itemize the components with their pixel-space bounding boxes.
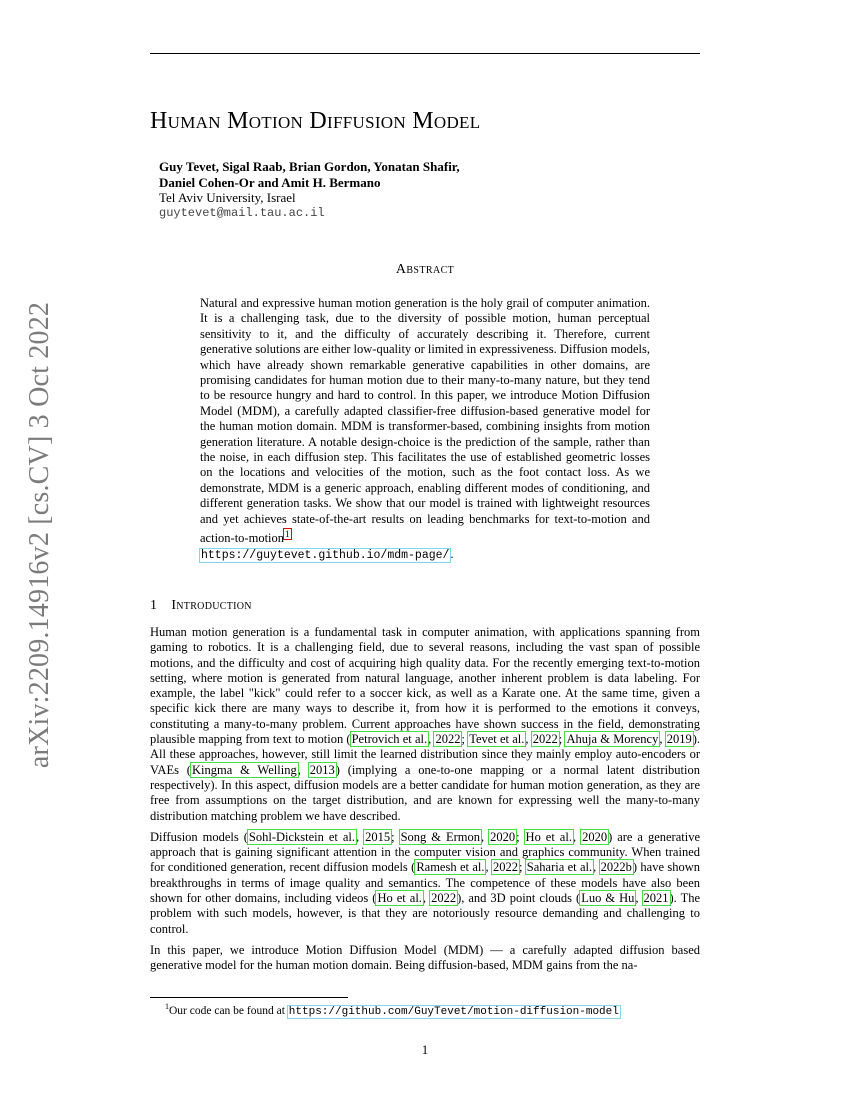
paragraph-text: ). The problem with such models, however, is that they are notoriously resource demanding and challenging to control. [150, 891, 701, 936]
citation-year-link[interactable]: 2020 [490, 829, 516, 844]
project-url-link[interactable]: https://guytevet.github.io/mdm-page/ [201, 548, 450, 562]
citation-link[interactable]: Kingma & Welling [191, 762, 297, 777]
footnote-mark: 1 [165, 1002, 169, 1011]
author-block [159, 159, 460, 221]
paragraph-text: ) have shown breakthroughs in terms of image quality and semantics. The competence of these models have also been shown for other domains, including videos ( [150, 860, 700, 906]
citation-year-link[interactable]: 2019 [666, 732, 692, 747]
paragraph-3: In this paper, we introduce Motion Diffusion Model (MDM) — a carefully adapted diffusion based generative model for the human motion domain. Being diffusion-based, MDM gains from the na- [150, 942, 700, 973]
citation-year-link[interactable]: 2021 [643, 891, 669, 906]
author-line-2: Daniel Cohen-Or and Amit H. Bermano [159, 174, 381, 190]
citation-link[interactable]: Sohl-Dickstein et al. [248, 829, 356, 844]
citation-year-link[interactable]: 2022 [431, 891, 457, 906]
author-line-1: Guy Tevet, Sigal Raab, Brian Gordon, Yonatan Shafir, [159, 159, 460, 174]
paragraph-text: Human motion generation is a fundamental task in computer animation, with applications spanning from gaming to robotics. It is a challenging field, due to several reasons, including the vast span of possible motions, and the difficulty and cost of acquiring high quality data. For the recently emerging text-to-motion setting, where motion is generated from natural language, another inherent problem is data labeling. For example, the label "kick" could refer to a soccer kick, as well as a Karate one. At the same time, given a specific kick there are many ways to describe it, from how it is performed to the emotions it conveys, constituting a many-to-many problem. Current approaches have shown success in the field, demonstrating plausible mapping from text to motion ( [150, 625, 700, 747]
citation-link[interactable]: Tevet et al. [469, 732, 525, 747]
arxiv-stamp-text: arXiv:2209.14916v2 [cs.CV] 3 Oct 2022 [24, 301, 56, 769]
citation-link[interactable]: Luo & Hu [581, 891, 635, 906]
citation-year-link[interactable]: 2022 [492, 860, 518, 875]
section-title: Introduction [171, 598, 252, 613]
paragraph-2: Diffusion models (Sohl-Dickstein et al., 2015; Song & Ermon, 2020; Ho et al., 2020) are a generative approach that is gaining significant attention in the computer vision and graphics community. When trained for conditioned generation, recent diffusion models (Ramesh et al., 2022; Saharia et al., 2022b) have shown breakthroughs in terms of image quality and semantics. The competence of these models have also been shown for other domains, including videos (Ho et al., 2022), and 3D point clouds (Luo & Hu, 2021). The problem with such models, however, is that they are notoriously resource demanding and challenging to control. [150, 829, 701, 936]
paragraph-1: Human motion generation is a fundamental task in computer animation, with applications spanning from gaming to robotics. It is a challenging field, due to several reasons, including the vast span of possible motions, and the difficulty and cost of acquiring high quality data. For the recently emerging text-to-motion setting, where motion is generated from natural language, another inherent problem is data labeling. For example, the label "kick" could refer to a soccer kick, as well as a Karate one. At the same time, given a specific kick there are many ways to describe it, from how it is performed to the emotions it conveys, constituting a many-to-many problem. Current approaches have shown success in the field, demonstrating plausible mapping from text to motion (Petrovich et al., 2022; Tevet et al., 2022; Ahuja & Morency, 2019). All these approaches, however, still limit the learned distribution since they mainly employ auto-encoders or VAEs (Kingma & Welling, 2013) (implying a one-to-one mapping or a normal latent distribution respectively). In this aspect, diffusion models are a better candidate for human motion generation, as they are free from assumptions on the target distribution, and are known for expressing well the many-to-many distribution matching problem we have described. [150, 625, 701, 823]
citation-link[interactable]: Ramesh et al. [416, 860, 485, 875]
citation-link[interactable]: Ho et al. [377, 891, 422, 906]
citation-link[interactable]: Petrovich et al. [351, 732, 428, 747]
footnote [165, 1002, 620, 1018]
citation-link[interactable]: Song & Ermon [400, 829, 480, 844]
citation-year-link[interactable]: 2022 [532, 732, 558, 747]
page-number: 1 [421, 1043, 429, 1057]
citation-link[interactable]: Saharia et al. [526, 860, 593, 875]
affiliation: Tel Aviv University, Israel [159, 190, 296, 205]
footnote-link[interactable]: 1 [285, 529, 290, 540]
abstract-text: Natural and expressive human motion generation is the holy grail of computer animation. It is a challenging task, due to the diversity of possible motion, human perceptual sensitivity to it, and the difficulty of accurately describing it. Therefore, current generative solutions are either low-quality or limited in expressiveness. Diffusion models, which have already shown remarkable generative capabilities in other domains, are promising candidates for human motion due to their many-to-many nature, but they tend to be resource hungry and hard to control. In this paper, we introduce Motion Diffusion Model (MDM), a carefully adapted classifier-free diffusion-based generative model for the human motion domain. MDM is transformer-based, combining insights from motion generation literature. A notable design-choice is the prediction of the sample, rather than the noise, in each diffusion step. This facilitates the use of established geometric losses on the locations and velocities of the motion, such as the foot contact loss. As we demonstrate, MDM is a generic approach, enabling different modes of conditioning, and different generation tasks. We show that our model is trained with lightweight resources and yet achieves state-of-the-art results on leading benchmarks for text-to-motion and action-to-motion [200, 296, 650, 546]
section-heading-introduction [150, 598, 252, 614]
citation-link[interactable]: Ahuja & Morency [566, 732, 659, 747]
citation-year-link[interactable]: 2020 [582, 829, 608, 844]
paragraph-text: ) are a generative approach that is gaining significant attention in the computer vision and graphics community. When trained for conditioned generation, recent diffusion models ( [150, 829, 701, 875]
paragraph-text: Diffusion models ( [150, 829, 248, 844]
paragraph-text: ), and 3D point clouds ( [457, 891, 581, 906]
citation-year-link[interactable]: 2022 [435, 732, 461, 747]
abstract-body: Natural and expressive human motion generation is the holy grail of computer animation. It is a challenging task, due to the diversity of possible motion, human perceptual sensitivity to it, and the difficulty of accurately describing it. Therefore, current generative solutions are either low-quality or limited in expressiveness. Diffusion models, which have already shown remarkable generative capabilities in other domains, are promising candidates for human motion due to their many-to-many nature, but they tend to be resource hungry and hard to control. In this paper, we introduce Motion Diffusion Model (MDM), a carefully adapted classifier-free diffusion-based generative model for the human motion domain. MDM is transformer-based, combining insights from motion generation literature. A notable design-choice is the prediction of the sample, rather than the noise, in each diffusion step. This facilitates the use of established geometric losses on the locations and velocities of the motion, such as the foot contact loss. As we demonstrate, MDM is a generic approach, enabling different modes of conditioning, and different generation tasks. We show that our model is trained with lightweight resources and yet achieves state-of-the-art results on leading benchmarks for text-to-motion and action-to-motion$^1$ https://guytevet.github.io/mdm-page/. [200, 296, 650, 562]
arxiv-stamp [20, 300, 60, 770]
introduction-body [150, 625, 700, 980]
code-url-link[interactable]: https://github.com/GuyTevet/motion-diffusion-model [288, 1005, 619, 1018]
section-number: 1 [150, 598, 158, 613]
paper-title: Human Motion Diffusion Model [150, 108, 481, 134]
citation-link[interactable]: Ho et al. [525, 829, 572, 844]
paragraph-text: ) (implying a one-to-one mapping or a normal latent distribution respectively). In this aspect, diffusion models are a better candidate for human motion generation, as they are free from assumptions on the target distribution, and are known for expressing well the many-to-many distribution matching problem we have described. [150, 762, 701, 823]
author-email[interactable]: guytevet@mail.tau.ac.il [159, 205, 325, 220]
citation-year-link[interactable]: 2022b [600, 860, 632, 875]
top-rule [150, 53, 700, 54]
citation-year-link[interactable]: 2015 [365, 829, 391, 844]
footnote-text: Our code can be found at [169, 1004, 285, 1017]
footnote-rule [150, 997, 348, 998]
abstract-heading: Abstract [395, 262, 455, 277]
citation-year-link[interactable]: 2013 [309, 762, 335, 777]
paragraph-text: ). All these approaches, however, still limit the learned distribution since they mainly employ auto-encoders or VAEs ( [150, 732, 700, 777]
